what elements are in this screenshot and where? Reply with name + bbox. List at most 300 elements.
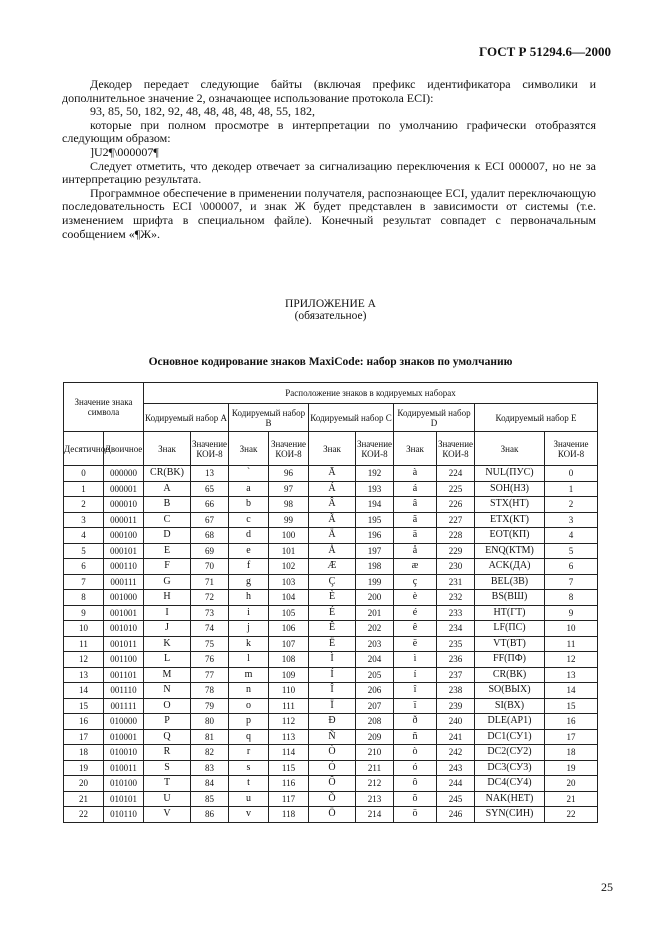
- table-cell: 83: [191, 760, 229, 776]
- table-cell: 9: [545, 605, 598, 621]
- table-cell: LF(ПС): [475, 621, 545, 637]
- table-cell: H: [144, 590, 191, 606]
- table-row: [64, 466, 598, 482]
- table-cell: L: [144, 652, 191, 668]
- table-cell: 5: [64, 543, 104, 559]
- table-cell: 235: [437, 636, 475, 652]
- table-cell: EOT(КП): [475, 528, 545, 544]
- table-cell: 8: [545, 590, 598, 606]
- table-cell: 236: [437, 652, 475, 668]
- table-cell: 5: [545, 543, 598, 559]
- table-cell: 84: [191, 776, 229, 792]
- table-row: [64, 652, 598, 668]
- table-cell: 001101: [104, 667, 144, 683]
- paragraph: ]U2¶\000007¶: [90, 144, 159, 159]
- table-cell: 207: [356, 698, 394, 714]
- table-cell: `: [229, 466, 269, 482]
- annex-heading: [0, 298, 661, 322]
- table-row: [64, 543, 598, 559]
- table-cell: 1: [545, 481, 598, 497]
- table-cell: ç: [394, 574, 437, 590]
- table-cell: 74: [191, 621, 229, 637]
- table-cell: 108: [269, 652, 309, 668]
- table-cell: ä: [394, 528, 437, 544]
- table-cell: 000111: [104, 574, 144, 590]
- table-cell: 226: [437, 497, 475, 513]
- table-cell: 85: [191, 791, 229, 807]
- koi8-header: Значение КОИ-8: [437, 432, 475, 466]
- table-cell: 243: [437, 760, 475, 776]
- table-cell: D: [144, 528, 191, 544]
- table-row: [64, 776, 598, 792]
- table-cell: 13: [545, 667, 598, 683]
- table-cell: 11: [64, 636, 104, 652]
- table-cell: 118: [269, 807, 309, 823]
- table-cell: 114: [269, 745, 309, 761]
- table-cell: 232: [437, 590, 475, 606]
- table-cell: 208: [356, 714, 394, 730]
- table-cell: SYN(СИН): [475, 807, 545, 823]
- annex-title: ПРИЛОЖЕНИЕ А: [285, 298, 376, 310]
- koi8-header: Значение КОИ-8: [191, 432, 229, 466]
- table-cell: 231: [437, 574, 475, 590]
- table-cell: 98: [269, 497, 309, 513]
- table-cell: Q: [144, 729, 191, 745]
- table-cell: ë: [394, 636, 437, 652]
- table-cell: 001100: [104, 652, 144, 668]
- table-cell: 109: [269, 667, 309, 683]
- table-cell: T: [144, 776, 191, 792]
- table-cell: ENQ(КТМ): [475, 543, 545, 559]
- table-cell: 6: [545, 559, 598, 575]
- table-cell: 234: [437, 621, 475, 637]
- table-cell: h: [229, 590, 269, 606]
- table-cell: BS(ВШ): [475, 590, 545, 606]
- table-cell: õ: [394, 791, 437, 807]
- binary-header: Двоичное: [104, 432, 144, 466]
- table-cell: 80: [191, 714, 229, 730]
- table-cell: SO(ВЫХ): [475, 683, 545, 699]
- table-cell: 200: [356, 590, 394, 606]
- table-cell: 18: [545, 745, 598, 761]
- table-cell: 0: [545, 466, 598, 482]
- table-cell: FF(ПФ): [475, 652, 545, 668]
- table-cell: 8: [64, 590, 104, 606]
- table-cell: 21: [64, 791, 104, 807]
- table-row: [64, 559, 598, 575]
- table-cell: 001111: [104, 698, 144, 714]
- table-row: [64, 714, 598, 730]
- paragraph: которые при полном просмотре в интерпретации по умолчанию графически отобразятся следующим образом:: [62, 117, 596, 146]
- table-cell: î: [394, 683, 437, 699]
- table-row: [64, 621, 598, 637]
- table-cell: a: [229, 481, 269, 497]
- table-cell: 242: [437, 745, 475, 761]
- table-cell: Ò: [309, 745, 356, 761]
- table-cell: ETX(КТ): [475, 512, 545, 528]
- table-cell: 14: [545, 683, 598, 699]
- set-a-header: Кодируемый набор A: [144, 404, 229, 432]
- table-cell: ï: [394, 698, 437, 714]
- table-cell: BEL(ЗВ): [475, 574, 545, 590]
- table-cell: C: [144, 512, 191, 528]
- table-cell: 010011: [104, 760, 144, 776]
- table-cell: á: [394, 481, 437, 497]
- table-cell: 227: [437, 512, 475, 528]
- table-cell: d: [229, 528, 269, 544]
- table-cell: Ï: [309, 698, 356, 714]
- table-row: [64, 760, 598, 776]
- table-cell: 211: [356, 760, 394, 776]
- table-cell: â: [394, 497, 437, 513]
- table-cell: 19: [64, 760, 104, 776]
- table-cell: q: [229, 729, 269, 745]
- table-row: [64, 481, 598, 497]
- table-cell: I: [144, 605, 191, 621]
- table-cell: Â: [309, 497, 356, 513]
- table-row: [64, 497, 598, 513]
- table-cell: 000011: [104, 512, 144, 528]
- table-cell: 010101: [104, 791, 144, 807]
- set-b-header: Кодируемый набор B: [229, 404, 309, 432]
- table-cell: à: [394, 466, 437, 482]
- koi8-header: Значение КОИ-8: [356, 432, 394, 466]
- table-cell: 240: [437, 714, 475, 730]
- table-cell: 117: [269, 791, 309, 807]
- table-cell: 82: [191, 745, 229, 761]
- table-cell: 3: [545, 512, 598, 528]
- locations-header: Расположение знаков в кодируемых наборах: [144, 383, 598, 404]
- table-cell: 115: [269, 760, 309, 776]
- table-cell: ó: [394, 760, 437, 776]
- table-cell: 105: [269, 605, 309, 621]
- table-cell: 86: [191, 807, 229, 823]
- table-cell: 203: [356, 636, 394, 652]
- table-cell: è: [394, 590, 437, 606]
- table-cell: NUL(ПУС): [475, 466, 545, 482]
- table-cell: 7: [64, 574, 104, 590]
- table-cell: Ã: [309, 512, 356, 528]
- table-cell: 239: [437, 698, 475, 714]
- table-cell: Ð: [309, 714, 356, 730]
- table-cell: p: [229, 714, 269, 730]
- table-cell: 230: [437, 559, 475, 575]
- table-cell: DC3(СУ3): [475, 760, 545, 776]
- table-cell: 102: [269, 559, 309, 575]
- table-cell: 75: [191, 636, 229, 652]
- table-cell: 4: [64, 528, 104, 544]
- table-cell: i: [229, 605, 269, 621]
- table-cell: 10: [545, 621, 598, 637]
- table-cell: 100: [269, 528, 309, 544]
- encoding-table: [63, 382, 598, 823]
- table-cell: 78: [191, 683, 229, 699]
- table-cell: È: [309, 590, 356, 606]
- table-cell: 001010: [104, 621, 144, 637]
- table-cell: å: [394, 543, 437, 559]
- table-cell: DC4(СУ4): [475, 776, 545, 792]
- table-cell: 18: [64, 745, 104, 761]
- table-cell: 241: [437, 729, 475, 745]
- table-cell: Ç: [309, 574, 356, 590]
- table-cell: j: [229, 621, 269, 637]
- table-row: [64, 605, 598, 621]
- char-header: Знак: [394, 432, 437, 466]
- body-text: [62, 78, 596, 241]
- table-cell: 194: [356, 497, 394, 513]
- table-cell: ò: [394, 745, 437, 761]
- table-cell: 010100: [104, 776, 144, 792]
- char-header: Знак: [144, 432, 191, 466]
- table-cell: 65: [191, 481, 229, 497]
- table-cell: 000110: [104, 559, 144, 575]
- table-row: [64, 512, 598, 528]
- table-row: [64, 729, 598, 745]
- table-cell: 99: [269, 512, 309, 528]
- table-cell: 97: [269, 481, 309, 497]
- table-cell: ê: [394, 621, 437, 637]
- table-cell: 213: [356, 791, 394, 807]
- table-cell: 7: [545, 574, 598, 590]
- table-cell: V: [144, 807, 191, 823]
- table-cell: m: [229, 667, 269, 683]
- table-cell: DC1(СУ1): [475, 729, 545, 745]
- table-cell: 196: [356, 528, 394, 544]
- table-cell: Á: [309, 481, 356, 497]
- table-title: Основное кодирование знаков MaxiCode: набор знаков по умолчанию: [148, 356, 513, 368]
- table-cell: S: [144, 760, 191, 776]
- table-cell: CR(BK): [144, 466, 191, 482]
- table-cell: 198: [356, 559, 394, 575]
- table-row: [64, 574, 598, 590]
- table-cell: 111: [269, 698, 309, 714]
- table-row: [64, 698, 598, 714]
- document-code: ГОСТ Р 51294.6—2000: [479, 44, 611, 59]
- set-d-header: Кодируемый набор D: [394, 404, 475, 432]
- table-cell: 81: [191, 729, 229, 745]
- table-row: [64, 807, 598, 823]
- table-cell: Ä: [309, 528, 356, 544]
- table-cell: 107: [269, 636, 309, 652]
- table-cell: 13: [64, 667, 104, 683]
- table-cell: 245: [437, 791, 475, 807]
- table-cell: SI(ВХ): [475, 698, 545, 714]
- table-cell: é: [394, 605, 437, 621]
- table-cell: 17: [64, 729, 104, 745]
- table-cell: J: [144, 621, 191, 637]
- table-cell: 228: [437, 528, 475, 544]
- paragraph: Декодер передает следующие байты (включая префикс идентификатора символики и дополнительное значение 2, означающее использование протокола ECI):: [62, 77, 596, 105]
- table-cell: f: [229, 559, 269, 575]
- table-cell: 73: [191, 605, 229, 621]
- table-cell: 21: [545, 791, 598, 807]
- table-cell: 69: [191, 543, 229, 559]
- table-cell: Î: [309, 683, 356, 699]
- table-cell: 000100: [104, 528, 144, 544]
- table-cell: o: [229, 698, 269, 714]
- table-body: [64, 466, 598, 823]
- table-row: [64, 667, 598, 683]
- table-cell: ì: [394, 652, 437, 668]
- table-cell: 6: [64, 559, 104, 575]
- table-cell: 15: [64, 698, 104, 714]
- table-cell: 77: [191, 667, 229, 683]
- table-cell: 106: [269, 621, 309, 637]
- table-cell: 224: [437, 466, 475, 482]
- table-cell: 68: [191, 528, 229, 544]
- set-e-header: Кодируемый набор E: [475, 404, 598, 432]
- table-cell: Ô: [309, 776, 356, 792]
- table-cell: 113: [269, 729, 309, 745]
- table-cell: c: [229, 512, 269, 528]
- table-cell: K: [144, 636, 191, 652]
- table-cell: 212: [356, 776, 394, 792]
- table-cell: Ñ: [309, 729, 356, 745]
- table-cell: 237: [437, 667, 475, 683]
- table-cell: 001011: [104, 636, 144, 652]
- table-cell: ö: [394, 807, 437, 823]
- table-cell: r: [229, 745, 269, 761]
- table-cell: n: [229, 683, 269, 699]
- char-header: Знак: [475, 432, 545, 466]
- table-cell: 000101: [104, 543, 144, 559]
- table-cell: 010000: [104, 714, 144, 730]
- table-cell: 112: [269, 714, 309, 730]
- table-cell: Õ: [309, 791, 356, 807]
- table-cell: 206: [356, 683, 394, 699]
- table-cell: 229: [437, 543, 475, 559]
- table-cell: G: [144, 574, 191, 590]
- table-cell: É: [309, 605, 356, 621]
- table-cell: E: [144, 543, 191, 559]
- table-cell: 2: [64, 497, 104, 513]
- table-cell: 10: [64, 621, 104, 637]
- table-cell: 195: [356, 512, 394, 528]
- table-cell: æ: [394, 559, 437, 575]
- table-cell: 20: [64, 776, 104, 792]
- table-cell: SOH(НЗ): [475, 481, 545, 497]
- table-cell: Ë: [309, 636, 356, 652]
- table-cell: 110: [269, 683, 309, 699]
- table-cell: Í: [309, 667, 356, 683]
- table-cell: 13: [191, 466, 229, 482]
- table-cell: ACK(ДА): [475, 559, 545, 575]
- table-cell: e: [229, 543, 269, 559]
- table-row: [64, 745, 598, 761]
- table-cell: NAK(НЕТ): [475, 791, 545, 807]
- table-cell: O: [144, 698, 191, 714]
- table-cell: 210: [356, 745, 394, 761]
- table-cell: g: [229, 574, 269, 590]
- table-cell: v: [229, 807, 269, 823]
- table-cell: Ā: [309, 466, 356, 482]
- table-cell: 238: [437, 683, 475, 699]
- table-cell: Å: [309, 543, 356, 559]
- char-header: Знак: [229, 432, 269, 466]
- table-cell: R: [144, 745, 191, 761]
- table-cell: 116: [269, 776, 309, 792]
- table-cell: 12: [64, 652, 104, 668]
- table-cell: B: [144, 497, 191, 513]
- table-cell: 96: [269, 466, 309, 482]
- table-cell: 010110: [104, 807, 144, 823]
- table-cell: u: [229, 791, 269, 807]
- table-cell: ã: [394, 512, 437, 528]
- table-row: [64, 636, 598, 652]
- table-cell: b: [229, 497, 269, 513]
- koi8-header: Значение КОИ-8: [269, 432, 309, 466]
- set-c-header: Кодируемый набор C: [309, 404, 394, 432]
- table-cell: 205: [356, 667, 394, 683]
- table-cell: 001110: [104, 683, 144, 699]
- table-cell: HT(ГТ): [475, 605, 545, 621]
- table-cell: STX(НТ): [475, 497, 545, 513]
- table-cell: Ê: [309, 621, 356, 637]
- table-cell: 79: [191, 698, 229, 714]
- table-cell: 244: [437, 776, 475, 792]
- table-cell: 103: [269, 574, 309, 590]
- table-cell: 233: [437, 605, 475, 621]
- table-cell: 20: [545, 776, 598, 792]
- table-cell: 17: [545, 729, 598, 745]
- table-cell: 010010: [104, 745, 144, 761]
- table-cell: M: [144, 667, 191, 683]
- table-cell: 001000: [104, 590, 144, 606]
- table-cell: Ì: [309, 652, 356, 668]
- table-cell: 19: [545, 760, 598, 776]
- table-cell: 193: [356, 481, 394, 497]
- annex-subtitle: (обязательное): [294, 310, 367, 322]
- table-cell: ô: [394, 776, 437, 792]
- table-row: [64, 528, 598, 544]
- table-row: [64, 791, 598, 807]
- table-cell: Æ: [309, 559, 356, 575]
- table-cell: 3: [64, 512, 104, 528]
- table-row: [64, 683, 598, 699]
- paragraph: Программное обеспечение в применении получателя, распознающее ECI, удалит переключающую последовательность ECI \000007, и знак Ж будет представлен в зависимости от системы (т.е. изменением шрифта в специальном файле). Конечный результат совпадет с первоначальным сообщением «¶Ж».: [62, 185, 596, 241]
- table-cell: 192: [356, 466, 394, 482]
- table-cell: 72: [191, 590, 229, 606]
- table-cell: 66: [191, 497, 229, 513]
- table-cell: N: [144, 683, 191, 699]
- table-cell: 71: [191, 574, 229, 590]
- table-cell: 12: [545, 652, 598, 668]
- table-cell: DLE(AP1): [475, 714, 545, 730]
- table-cell: CR(ВК): [475, 667, 545, 683]
- table-cell: VT(ВТ): [475, 636, 545, 652]
- table-cell: 0: [64, 466, 104, 482]
- table-cell: 76: [191, 652, 229, 668]
- table-cell: 209: [356, 729, 394, 745]
- table-cell: 000001: [104, 481, 144, 497]
- table-cell: 225: [437, 481, 475, 497]
- table-cell: 000010: [104, 497, 144, 513]
- table-cell: 14: [64, 683, 104, 699]
- table-cell: DC2(СУ2): [475, 745, 545, 761]
- table-cell: 204: [356, 652, 394, 668]
- table-cell: 16: [64, 714, 104, 730]
- table-cell: í: [394, 667, 437, 683]
- table-cell: 001001: [104, 605, 144, 621]
- table-cell: 199: [356, 574, 394, 590]
- table-cell: 2: [545, 497, 598, 513]
- table-cell: t: [229, 776, 269, 792]
- table-cell: 9: [64, 605, 104, 621]
- table-cell: 214: [356, 807, 394, 823]
- table-cell: 000000: [104, 466, 144, 482]
- table-cell: 197: [356, 543, 394, 559]
- table-cell: 010001: [104, 729, 144, 745]
